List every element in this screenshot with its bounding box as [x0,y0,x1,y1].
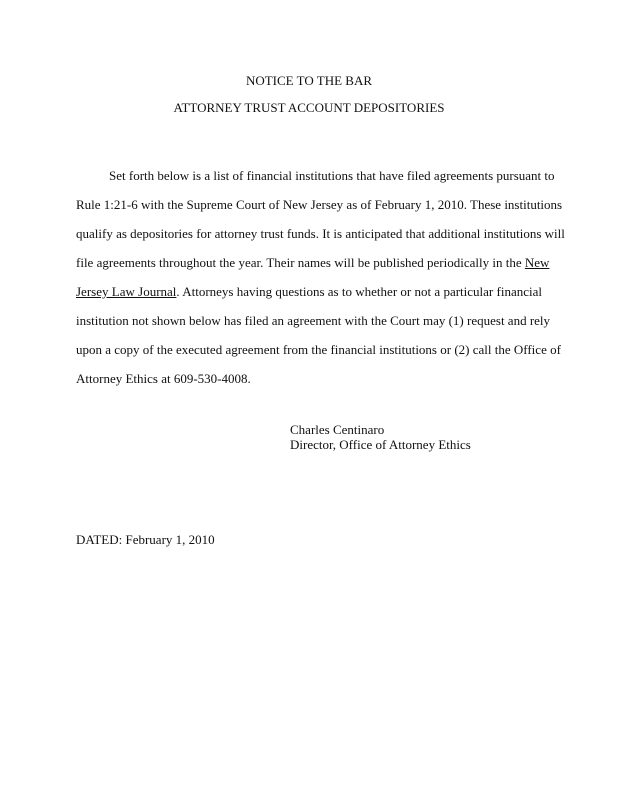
dated-line: DATED: February 1, 2010 [76,532,215,547]
publication-name-part-1: New [524,255,550,270]
signatory-title: Director, Office of Attorney Ethics [290,437,471,452]
body-line-2: Rule 1:21-6 with the Supreme Court of New Jersey as of February 1, 2010. These institutions [76,197,563,212]
body-line-4-text: file agreements throughout the year. Their names will be published periodically in the [76,255,525,270]
body-line-1: Set forth below is a list of financial institutions that have filed agreements pursuant to [109,168,555,183]
signatory-name: Charles Centinaro [290,422,385,437]
body-line-7: upon a copy of the executed agreement from the financial institutions or (2) call the Office of [76,342,561,357]
body-line-6: institution not shown below has filed an agreement with the Court may (1) request and rely [76,313,551,328]
body-line-5 [76,284,542,299]
notice-subtitle: ATTORNEY TRUST ACCOUNT DEPOSITORIES [173,100,445,115]
body-line-8: Attorney Ethics at 609-530-4008. [76,371,251,386]
notice-title: NOTICE TO THE BAR [245,73,373,88]
body-line-5-text: . Attorneys having questions as to whether or not a particular financial [176,284,542,299]
body-line-4 [76,255,550,270]
publication-name-part-2: Jersey Law Journal [76,284,177,299]
body-line-3: qualify as depositories for attorney trust funds. It is anticipated that additional institutions will [76,226,565,241]
